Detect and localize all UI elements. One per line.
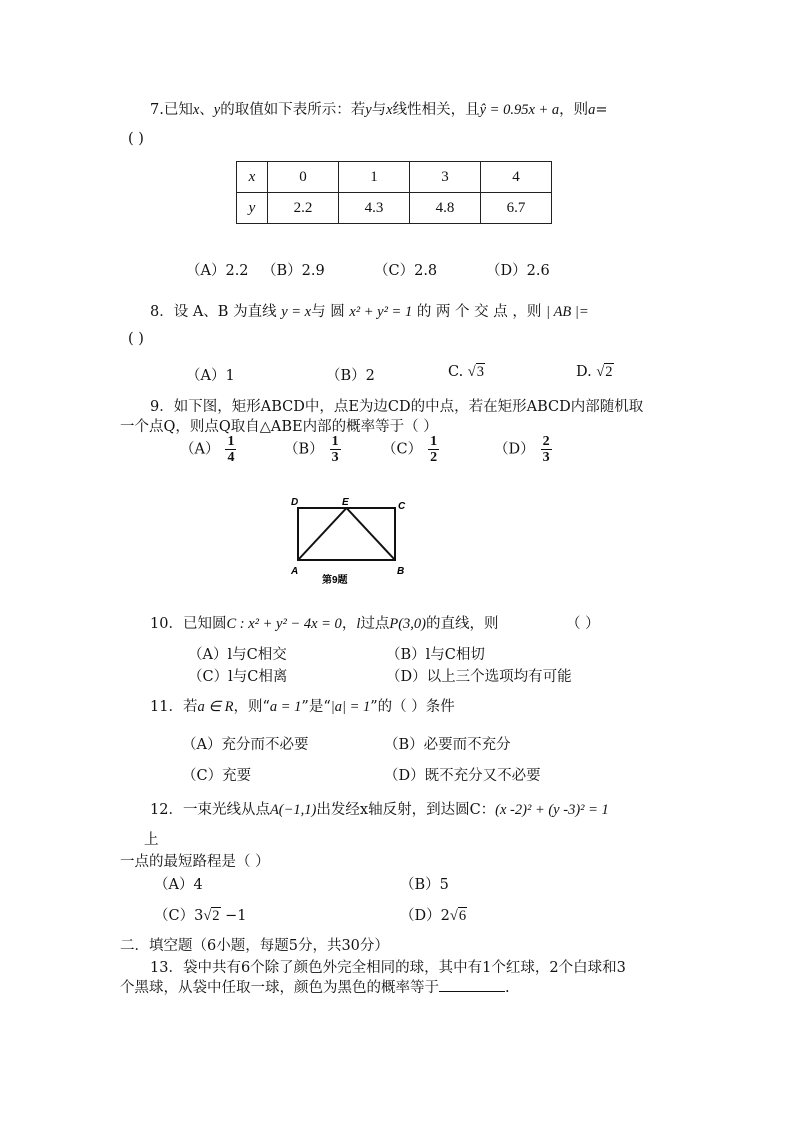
q7-stem-mid2: 与	[371, 102, 387, 118]
q10-option-b: （B）l与C相切	[386, 647, 485, 663]
q12-option-a: （A）4	[154, 877, 203, 893]
q7-stem-mid1: 的取值如下表所示：若	[220, 102, 366, 118]
q9-option-b-label: （B）	[284, 441, 324, 458]
q7-option-d: （D）2.6	[486, 263, 550, 279]
q12-stem	[150, 798, 609, 819]
q10-point: P(3,0)	[389, 616, 426, 632]
q11-option-a: （A）充分而不必要	[182, 737, 309, 753]
table-cell: 2.2	[268, 193, 339, 224]
fraction-denominator: 2	[430, 450, 438, 465]
q12-option-c-radical: √2	[203, 908, 220, 924]
q9-option-d-label: （D）	[494, 441, 535, 458]
table-cell: 1	[339, 162, 410, 193]
q11-option-b: （B）必要而不充分	[384, 737, 511, 753]
q8-ab: | AB |=	[545, 304, 589, 320]
q12-option-c-label: （C）3	[154, 908, 204, 924]
table-row-x	[237, 162, 552, 193]
q12-circle-eq: (x -2)² + (y -3)² = 1	[495, 802, 609, 818]
q12-sqrt-d: 6	[458, 908, 467, 924]
vertex-label-c: C	[398, 501, 406, 512]
q8-option-d	[576, 364, 614, 381]
fraction-numerator: 1	[227, 434, 235, 449]
q8-circle-eq: x² + y² = 1	[349, 304, 413, 320]
q10-stem-mid2: 过点	[360, 616, 390, 632]
vertex-label-e: E	[342, 497, 349, 508]
table-cell: 3	[410, 162, 481, 193]
segment-ae	[298, 508, 347, 560]
q10-stem-pre: 10．已知圆	[150, 616, 227, 632]
q7-value-table	[236, 161, 552, 224]
q13-stem-line2-text: 个黑球，从袋中任取一球，颜色为黑色的概率等于	[120, 980, 439, 996]
table-cell: 0	[268, 162, 339, 193]
q8-stem-end: 的 两 个 交 点 ，则	[416, 304, 542, 320]
figure-caption: 第9题	[322, 575, 348, 586]
q10-option-a: （A）l与C相交	[188, 647, 287, 663]
q9-rectangle-figure	[282, 490, 422, 590]
q11-stem-pre: 11．若	[150, 699, 198, 715]
table-cell: 4.8	[410, 193, 481, 224]
q13-stem-line2	[120, 976, 510, 997]
table-cell: 6.7	[481, 193, 552, 224]
q7-sep: 、	[199, 102, 214, 118]
q7-answer-paren: ( )	[128, 131, 144, 147]
q8-option-c	[448, 364, 485, 381]
q7-stem-pre: 7.已知	[150, 102, 193, 118]
q7-var-x: x	[192, 102, 200, 118]
fraction-numerator: 1	[430, 434, 438, 449]
q10-option-c: （C）l与C相离	[188, 669, 288, 685]
q10-answer-paren: （ ）	[566, 616, 600, 632]
q11-option-d: （D）既不充分又不必要	[384, 768, 541, 784]
q12-point: A(−1,1)	[269, 802, 317, 818]
fraction-denominator: 3	[331, 450, 339, 465]
q12-stem-wrap: 上	[144, 832, 159, 848]
q8-option-c-value: √3	[467, 364, 485, 380]
q9-option-b-fraction	[330, 434, 341, 465]
q11-stem-mid: ，则“	[233, 699, 270, 715]
rectangle-abcd	[298, 508, 395, 560]
q11-stem-end: ”的（ ）条件	[370, 699, 455, 715]
q9-stem-line1: 9．如下图，矩形ABCD中，点E为边CD的中点，若在矩形ABCD内部随机取	[150, 399, 644, 415]
q8-sqrt-c: 3	[476, 364, 485, 380]
q9-option-a-fraction	[225, 434, 236, 465]
q8-answer-paren: ( )	[128, 331, 144, 347]
vertex-label-a: A	[291, 566, 299, 577]
q8-option-a: （A）1	[186, 368, 235, 384]
q11-stem	[150, 695, 455, 716]
q12-stem-mid: 出发经x轴反射，到达圆C：	[316, 802, 496, 818]
q10-stem-mid: ，	[341, 616, 357, 632]
q8-option-d-label: D.	[576, 364, 592, 380]
section2-heading: 二．填空题（6小题，每题5分，共30分）	[120, 938, 389, 954]
q7-equation: ŷ = 0.95x + a	[479, 102, 560, 118]
q12-option-d	[400, 904, 467, 925]
q10-circle-eq: C : x² + y² − 4x = 0	[226, 616, 342, 632]
q8-option-d-value: √2	[596, 364, 613, 380]
q7-option-b: （B）2.9	[262, 263, 325, 279]
q10-var-l: l	[356, 616, 361, 632]
q12-option-d-radical: √6	[449, 908, 467, 924]
answer-blank	[439, 977, 505, 992]
q11-eq1: a = 1	[269, 699, 302, 715]
segment-be	[347, 508, 396, 560]
q8-option-b: （B）2	[326, 368, 375, 384]
q9-option-d-fraction	[541, 434, 552, 465]
q8-stem	[150, 300, 589, 321]
q7-stem-mid3: 线性相关，且	[392, 102, 480, 118]
q7-var-a: a	[588, 102, 596, 118]
q8-option-c-label: C.	[448, 364, 464, 380]
q12-option-c	[154, 904, 247, 925]
q7-stem	[150, 98, 608, 119]
table-cell: x	[237, 162, 268, 193]
q9-option-a	[180, 434, 236, 465]
vertex-label-b: B	[397, 566, 405, 577]
q7-option-a: （A）2.2	[186, 263, 249, 279]
q7-eq-sign: =	[595, 102, 608, 118]
table-row-y	[237, 193, 552, 224]
q11-option-c: （C）充要	[182, 768, 252, 784]
q10-stem	[150, 612, 498, 633]
fraction-denominator: 4	[227, 450, 235, 465]
q7-var-y: y	[213, 102, 221, 118]
q9-option-c-fraction	[428, 434, 439, 465]
q9-option-b	[284, 434, 341, 465]
q13-stem-line1: 13．袋中共有6个除了颜色外完全相同的球，其中有1个红球，2个白球和3	[150, 960, 626, 976]
fraction-numerator: 1	[331, 434, 339, 449]
q9-option-c	[382, 434, 439, 465]
q12-option-c-tail: −1	[225, 908, 247, 924]
q9-option-a-label: （A）	[180, 441, 220, 458]
table-cell: 4.3	[339, 193, 410, 224]
vertex-label-d: D	[291, 497, 299, 508]
q11-condition: a ∈ R	[197, 699, 234, 715]
q7-var-y2: y	[365, 102, 372, 118]
q12-stem-pre: 12．一束光线从点	[150, 802, 270, 818]
q12-stem-line2: 一点的最短路程是（ ）	[120, 854, 270, 870]
q12-option-d-label: （D）2	[400, 908, 450, 924]
q11-eq2: |a| = 1	[330, 699, 371, 715]
q10-stem-end: 的直线，则	[425, 616, 499, 632]
table-cell: 4	[481, 162, 552, 193]
q8-stem-pre: 8．设 A、B 为直线	[150, 304, 277, 320]
q11-stem-mid2: ”是“	[301, 699, 331, 715]
q7-option-c: （C）2.8	[374, 263, 438, 279]
q8-sqrt-d: 2	[605, 364, 613, 380]
fraction-numerator: 2	[542, 434, 550, 449]
fraction-denominator: 3	[542, 450, 550, 465]
q8-stem-mid: 与 圆	[311, 304, 345, 320]
table-cell: y	[237, 193, 268, 224]
q13-end: .	[505, 980, 510, 996]
q12-sqrt-c: 2	[212, 908, 220, 924]
q7-var-x2: x	[386, 102, 393, 118]
q12-option-b: （B）5	[400, 877, 449, 893]
q8-line-eq: y = x	[281, 304, 312, 320]
q7-stem-mid4: ，则	[559, 102, 589, 118]
q9-option-d	[494, 434, 552, 465]
q9-option-c-label: （C）	[382, 441, 423, 458]
q9-stem-line2: 一个点Q，则点Q取自△ABE内部的概率等于（ ）	[120, 419, 438, 435]
q10-option-d: （D）以上三个选项均有可能	[386, 669, 572, 685]
